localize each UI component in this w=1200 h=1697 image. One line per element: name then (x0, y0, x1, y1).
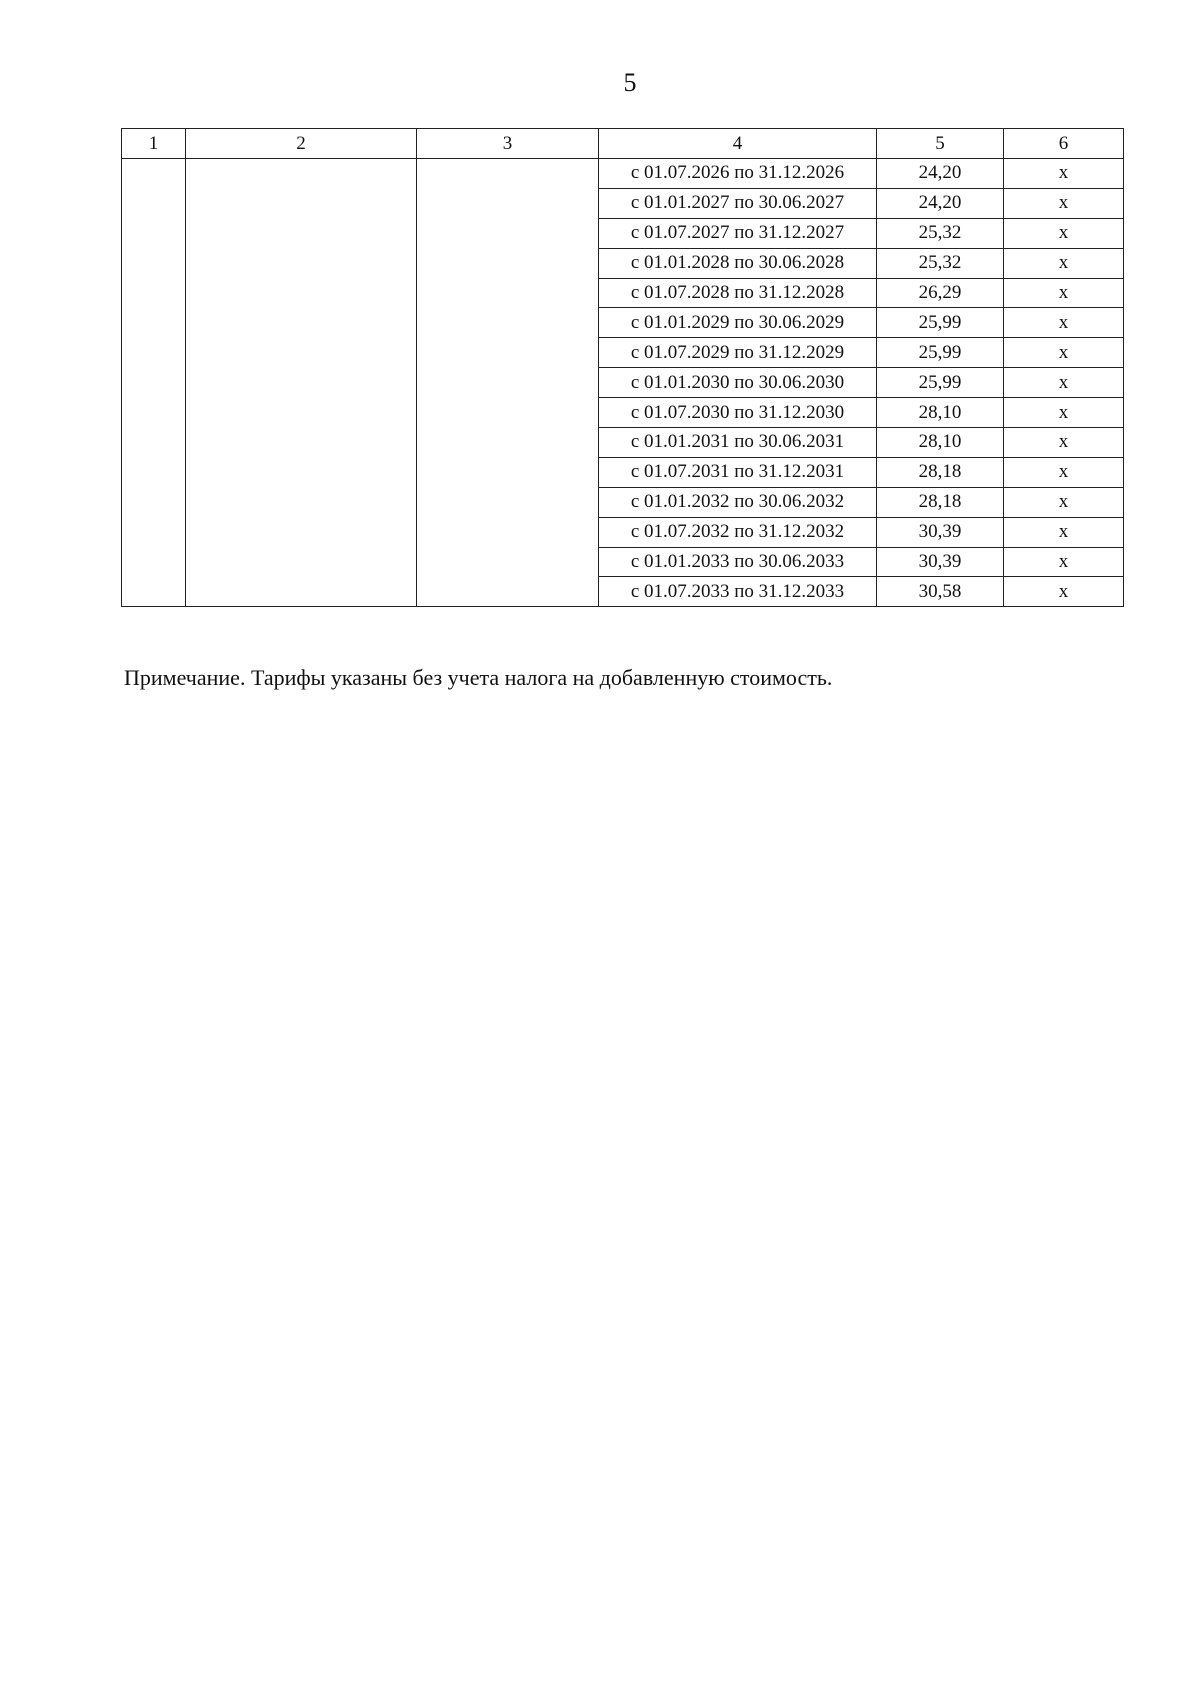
mark-cell: х (1004, 368, 1124, 398)
tariff-cell: 24,20 (877, 188, 1004, 218)
mark-cell: х (1004, 218, 1124, 248)
mark-cell: х (1004, 248, 1124, 278)
tariff-cell: 24,20 (877, 159, 1004, 189)
table-header-row (122, 129, 1124, 159)
tariff-cell: 25,99 (877, 308, 1004, 338)
tariff-cell: 25,32 (877, 248, 1004, 278)
period-cell: с 01.01.2029 по 30.06.2029 (599, 308, 877, 338)
mark-cell: х (1004, 547, 1124, 577)
period-cell: с 01.01.2030 по 30.06.2030 (599, 368, 877, 398)
col-1-blank (122, 159, 186, 607)
table-row (122, 159, 1124, 189)
tariff-cell: 30,58 (877, 577, 1004, 607)
tariff-cell: 26,29 (877, 278, 1004, 308)
period-cell: с 01.01.2028 по 30.06.2028 (599, 248, 877, 278)
note-text: Примечание. Тарифы указаны без учета налога на добавленную стоимость. (124, 665, 833, 690)
tariff-cell: 28,18 (877, 487, 1004, 517)
tariff-cell: 25,99 (877, 368, 1004, 398)
column-header-6: 6 (1004, 129, 1124, 159)
tariff-table (121, 128, 1124, 607)
column-header-4: 4 (599, 129, 877, 159)
column-header-5: 5 (877, 129, 1004, 159)
tariff-cell: 30,39 (877, 517, 1004, 547)
page-number: 5 (623, 68, 637, 97)
tariff-cell: 30,39 (877, 547, 1004, 577)
period-cell: с 01.07.2026 по 31.12.2026 (599, 159, 877, 189)
period-cell: с 01.07.2028 по 31.12.2028 (599, 278, 877, 308)
period-cell: с 01.07.2027 по 31.12.2027 (599, 218, 877, 248)
mark-cell: х (1004, 159, 1124, 189)
period-cell: с 01.01.2031 по 30.06.2031 (599, 428, 877, 458)
period-cell: с 01.01.2033 по 30.06.2033 (599, 547, 877, 577)
mark-cell: х (1004, 398, 1124, 428)
mark-cell: х (1004, 278, 1124, 308)
period-cell: с 01.01.2032 по 30.06.2032 (599, 487, 877, 517)
period-cell: с 01.01.2027 по 30.06.2027 (599, 188, 877, 218)
tariff-cell: 28,18 (877, 457, 1004, 487)
period-cell: с 01.07.2030 по 31.12.2030 (599, 398, 877, 428)
period-cell: с 01.07.2029 по 31.12.2029 (599, 338, 877, 368)
mark-cell: х (1004, 457, 1124, 487)
mark-cell: х (1004, 428, 1124, 458)
table-body (122, 159, 1124, 607)
tariff-cell: 25,32 (877, 218, 1004, 248)
tariff-cell: 28,10 (877, 428, 1004, 458)
col-2-blank (186, 159, 417, 607)
column-header-1: 1 (122, 129, 186, 159)
tariff-cell: 25,99 (877, 338, 1004, 368)
column-header-3: 3 (417, 129, 599, 159)
mark-cell: х (1004, 577, 1124, 607)
column-header-2: 2 (186, 129, 417, 159)
tariff-cell: 28,10 (877, 398, 1004, 428)
col-3-blank (417, 159, 599, 607)
period-cell: с 01.07.2032 по 31.12.2032 (599, 517, 877, 547)
mark-cell: х (1004, 308, 1124, 338)
mark-cell: х (1004, 188, 1124, 218)
mark-cell: х (1004, 487, 1124, 517)
mark-cell: х (1004, 338, 1124, 368)
period-cell: с 01.07.2033 по 31.12.2033 (599, 577, 877, 607)
mark-cell: х (1004, 517, 1124, 547)
period-cell: с 01.07.2031 по 31.12.2031 (599, 457, 877, 487)
